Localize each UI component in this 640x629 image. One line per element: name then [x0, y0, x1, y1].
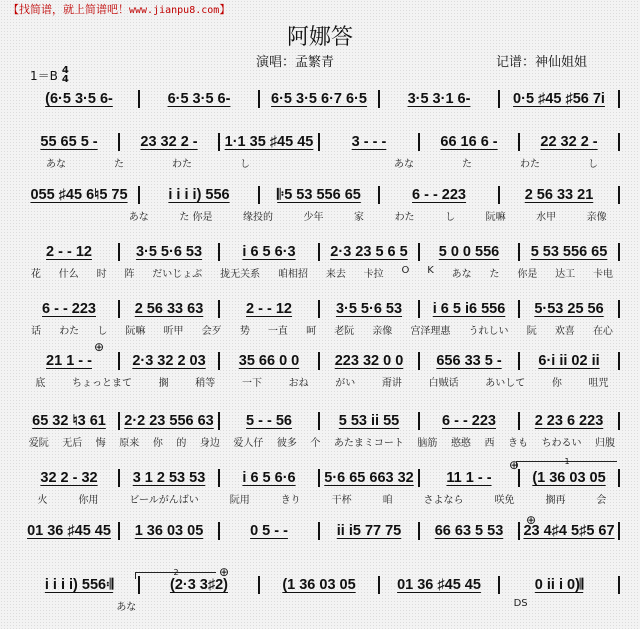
measure: 6 - - 223 — [442, 413, 496, 429]
measure: 0·5 ♯45 ♯56 7i — [513, 91, 605, 107]
lyric: 宫泽理惠 — [410, 326, 451, 337]
measure: (2·3 3♯2) — [169, 577, 229, 593]
bar-line — [618, 133, 620, 151]
bar-line — [618, 412, 620, 430]
lyric: ちょっとまて — [71, 378, 132, 389]
bar-line — [318, 133, 320, 151]
measure: 11 1 - - — [446, 470, 492, 486]
measure: i 6 5 6·6 — [242, 470, 296, 486]
lyric: 达工 — [555, 269, 576, 280]
bar-line — [378, 186, 380, 204]
bar-line — [218, 133, 220, 151]
lyric: きも — [507, 438, 528, 449]
measure: (1 36 03 05 — [282, 577, 356, 593]
measure: 5 53 556 65 — [530, 244, 608, 260]
bar-line — [118, 469, 120, 487]
lyric: 会 — [596, 495, 607, 506]
lyric: O — [401, 265, 410, 276]
lyric: 一下 — [241, 378, 262, 389]
lyric: 个 — [310, 438, 321, 449]
bar-line — [118, 243, 120, 261]
lyric: し — [240, 159, 250, 170]
bar-line — [618, 352, 620, 370]
measure: 3·5 3·1 6- — [407, 91, 471, 107]
measure: 23 4♯4 5♯5 67 — [523, 523, 615, 539]
measure: (1 36 03 05 — [532, 470, 606, 486]
lyric: 来去 — [325, 269, 346, 280]
measure: 5·6 65 663 32 — [324, 470, 414, 486]
lyric: 水甲 — [536, 212, 557, 223]
measure: 6·5 3·5 6·7 6·5 — [271, 91, 367, 107]
measure: 1 36 03 05 — [134, 523, 204, 539]
lyrics-row — [22, 598, 622, 613]
bar-line — [138, 90, 140, 108]
lyric: K — [427, 265, 434, 276]
lyric: あな — [394, 159, 414, 170]
lyric: 你用 — [78, 495, 99, 506]
lyric: 一直 — [267, 326, 288, 337]
measure: 2 56 33 21 — [524, 187, 594, 203]
transcriber: 记谱：神仙姐姐 — [496, 55, 588, 70]
lyric: ちわるい — [541, 438, 582, 449]
measure: 2 56 33 63 — [134, 301, 204, 317]
lyric: 稍等 — [195, 378, 216, 389]
lyric: おね — [288, 378, 309, 389]
bar-line — [418, 243, 420, 261]
measure: i i i i) 556𝄇 — [44, 577, 114, 593]
measure: 3·5 5·6 53 — [135, 244, 203, 260]
lyric: 搁再 — [545, 495, 566, 506]
measure: 2·2 23 556 63 — [124, 413, 214, 429]
lyric: 归腹 — [595, 438, 615, 449]
measure: 6 - - 223 — [42, 301, 96, 317]
measure: 23 32 2 - — [140, 134, 198, 150]
bar-line — [258, 576, 260, 594]
bar-line — [518, 522, 520, 540]
lyric: 卡电 — [593, 269, 614, 280]
key-signature — [30, 66, 69, 84]
lyric: 白贼话 — [428, 378, 459, 389]
lyric: 咲免 — [494, 495, 515, 506]
volta-2-label: 2 — [173, 568, 179, 577]
bar-line — [418, 133, 420, 151]
lyric: 你 — [152, 438, 163, 449]
measure: 2·3 23 5 6 5 — [330, 244, 408, 260]
lyric: 时 — [96, 269, 107, 280]
lyric: 亲像 — [586, 212, 607, 223]
lyric: た — [462, 159, 472, 170]
bar-line — [518, 352, 520, 370]
measure: i i i i) 556 — [168, 187, 230, 203]
lyric: 甭讲 — [381, 378, 402, 389]
lyric: 呵 — [306, 326, 317, 337]
lyric: あな — [128, 212, 149, 223]
lyric: 花 — [30, 269, 41, 280]
lyric: がい — [335, 378, 356, 389]
lyric: きり — [280, 495, 301, 506]
bar-line — [218, 522, 220, 540]
score-row — [22, 90, 622, 108]
volta-2 — [135, 568, 216, 579]
bar-line — [218, 412, 220, 430]
bar-line — [118, 133, 120, 151]
lyrics-row — [22, 434, 622, 449]
volta-1 — [516, 457, 617, 468]
lyrics-row — [22, 491, 622, 506]
score-row — [22, 412, 622, 430]
time-signature — [62, 66, 69, 84]
measure: 5 0 0 556 — [438, 244, 500, 260]
lyric: 原来 — [119, 438, 140, 449]
measure: 3·5 5·6 53 — [335, 301, 403, 317]
lyric: し — [445, 212, 456, 223]
lyric: 家 — [354, 212, 365, 223]
measure: 5 53 ii 55 — [338, 413, 400, 429]
score-row — [22, 186, 622, 204]
bar-line — [258, 90, 260, 108]
key-label: 1＝B — [30, 68, 58, 83]
lyric: 搁 — [158, 378, 169, 389]
score-row — [22, 352, 622, 370]
lyric: 你是 — [517, 269, 538, 280]
measure: 2 - - 12 — [246, 301, 292, 317]
lyrics-row — [22, 155, 622, 170]
score-row — [22, 300, 622, 318]
time-bottom: 4 — [61, 74, 69, 85]
lyric: 在心 — [592, 326, 613, 337]
lyric: 底 — [35, 378, 46, 389]
lyric: 听甲 — [163, 326, 184, 337]
lyric: 西 — [484, 438, 495, 449]
lyrics-row — [22, 374, 622, 389]
bar-line — [318, 352, 320, 370]
bar-line — [118, 522, 120, 540]
bar-line — [418, 352, 420, 370]
lyric: 你 — [551, 378, 562, 389]
measure: 055 ♯45 6♮5 75 — [30, 187, 128, 203]
bar-line — [498, 576, 500, 594]
lyric: 憨憨 — [450, 438, 471, 449]
bar-line — [618, 90, 620, 108]
volta-1-label: 1 — [564, 457, 570, 466]
lyric: ビールがんばい — [129, 495, 199, 506]
lyric: わた — [172, 159, 192, 170]
lyric: 阮 — [526, 326, 537, 337]
bar-line — [318, 300, 320, 318]
lyric: 爱人仔 — [233, 438, 264, 449]
bar-line — [318, 522, 320, 540]
bar-line — [418, 412, 420, 430]
lyric: た 你是 — [179, 212, 213, 223]
bar-line — [498, 90, 500, 108]
lyric: 阮嘛 — [485, 212, 506, 223]
banner-close-bracket: 】 — [219, 3, 231, 16]
bar-line — [218, 469, 220, 487]
lyric: 的 — [176, 438, 187, 449]
lyric: 老阮 — [334, 326, 355, 337]
measure: 1·1 35 ♯45 45 — [224, 134, 314, 150]
bar-line — [618, 576, 620, 594]
lyric: 拢无关系 — [220, 269, 261, 280]
singer: 演唱：孟繁青 — [256, 55, 335, 70]
measure: 01 36 ♯45 45 — [397, 577, 481, 593]
measure: 2 - - 12 — [46, 244, 92, 260]
measure: 6 - - 223 — [412, 187, 466, 203]
lyric: あな — [116, 602, 137, 613]
bar-line — [518, 412, 520, 430]
score-row — [22, 576, 622, 594]
lyric: 缘投的 — [243, 212, 274, 223]
segno-mark: ⊕ — [94, 340, 105, 354]
bar-line — [618, 243, 620, 261]
coda-mark-2: ⊕ — [526, 513, 537, 527]
lyric: 脑筋 — [417, 438, 438, 449]
lyric: 咱相招 — [277, 269, 308, 280]
lyric: 会歹 — [201, 326, 222, 337]
lyric: 什么 — [58, 269, 79, 280]
coda-mark-3: ⊕ — [219, 565, 230, 579]
measure: 65 32 ♮3 61 — [32, 413, 106, 429]
lyric: 阮嘛 — [125, 326, 146, 337]
lyric: 少年 — [303, 212, 324, 223]
lyric: 欢喜 — [554, 326, 575, 337]
measure: 𝄆5 53 556 65 — [277, 187, 361, 203]
bar-line — [218, 300, 220, 318]
bar-line — [418, 469, 420, 487]
measure: 32 2 - 32 — [40, 470, 98, 486]
lyric: うれしい — [468, 326, 509, 337]
score-row — [22, 243, 622, 261]
lyric: わた — [520, 159, 540, 170]
measure: 6·i ii 02 ii — [538, 353, 600, 369]
score-row — [22, 133, 622, 151]
lyric: た — [489, 269, 500, 280]
bar-line — [318, 243, 320, 261]
bar-line — [518, 243, 520, 261]
score-row — [22, 469, 622, 487]
lyric: 爱阮 — [28, 438, 49, 449]
lyric: 悔 — [95, 438, 106, 449]
lyric: 咀咒 — [588, 378, 609, 389]
lyric: あな — [46, 159, 66, 170]
lyric: 阮用 — [229, 495, 250, 506]
lyric: あいして — [485, 378, 526, 389]
bar-line — [218, 352, 220, 370]
bar-line — [218, 243, 220, 261]
lyric: し — [588, 159, 598, 170]
lyric: 阵 — [124, 269, 135, 280]
lyrics-row — [22, 322, 622, 337]
measure: 01 36 ♯45 45 — [27, 523, 111, 539]
lyrics-row — [22, 265, 622, 280]
lyric: 势 — [239, 326, 250, 337]
bar-line — [418, 522, 420, 540]
measure: 35 66 0 0 — [238, 353, 300, 369]
bar-line — [138, 186, 140, 204]
measure: 2·3 32 2 03 — [132, 353, 206, 369]
bar-line — [618, 469, 620, 487]
measure: 66 63 5 53 — [434, 523, 504, 539]
coda-mark: ⊕ — [509, 458, 520, 472]
lyric: さよなら — [423, 495, 464, 506]
bar-line — [258, 186, 260, 204]
bar-line — [518, 133, 520, 151]
song-title: 阿娜答 — [286, 25, 353, 50]
measure: 66 16 6 - — [440, 134, 498, 150]
measure: i 6 5 6·3 — [242, 244, 296, 260]
measure: 3 1 2 53 53 — [132, 470, 206, 486]
bar-line — [318, 412, 320, 430]
site-banner[interactable] — [8, 1, 230, 17]
bar-line — [378, 90, 380, 108]
measure: 223 32 0 0 — [334, 353, 404, 369]
measure: (6·5 3·5 6- — [45, 91, 113, 107]
lyric: 亲像 — [372, 326, 393, 337]
bar-line — [118, 412, 120, 430]
measure: 656 33 5 - — [436, 353, 502, 369]
bar-line — [618, 300, 620, 318]
lyric: わた — [59, 326, 80, 337]
bar-line — [498, 186, 500, 204]
lyric: 卡拉 — [363, 269, 384, 280]
measure: 55 65 5 - — [40, 134, 98, 150]
lyric: 身边 — [199, 438, 220, 449]
lyric: し — [97, 326, 108, 337]
lyric: 咱 — [382, 495, 393, 506]
measure: 0 5 - - — [250, 523, 288, 539]
bar-line — [418, 300, 420, 318]
lyric: 话 — [31, 326, 42, 337]
banner-text: 【找简谱，就上简谱吧！ — [8, 3, 129, 16]
lyric: 无后 — [62, 438, 83, 449]
bar-line — [118, 352, 120, 370]
banner-url[interactable]: www.jianpu8.com — [129, 5, 220, 16]
measure: 21 1 - - — [46, 353, 92, 369]
bar-line — [618, 186, 620, 204]
measure: 22 32 2 - — [540, 134, 598, 150]
lyric: DS — [513, 598, 528, 609]
bar-line — [118, 300, 120, 318]
lyric: 火 — [37, 495, 48, 506]
measure: 6·5 3·5 6- — [167, 91, 231, 107]
lyrics-row — [22, 208, 622, 223]
measure: 5·53 25 56 — [534, 301, 604, 317]
lyric: 彼多 — [276, 438, 297, 449]
lyric: あな — [451, 269, 472, 280]
time-top: 4 — [61, 65, 69, 76]
bar-line — [378, 576, 380, 594]
measure: 5 - - 56 — [246, 413, 292, 429]
bar-line — [618, 522, 620, 540]
lyric: あたまミコート — [333, 438, 404, 449]
measure: i 6 5 i6 556 — [432, 301, 506, 317]
measure: 0 ii i 0)𝄂 — [534, 577, 584, 593]
measure: 3 - - - — [351, 134, 387, 150]
bar-line — [518, 300, 520, 318]
measure: ii i5 77 75 — [336, 523, 402, 539]
lyric: わた — [394, 212, 415, 223]
lyric: だいじょぶ — [152, 269, 203, 280]
measure: 2 23 6 223 — [534, 413, 604, 429]
bar-line — [318, 469, 320, 487]
lyric: た — [114, 159, 124, 170]
lyric: 干杯 — [331, 495, 352, 506]
